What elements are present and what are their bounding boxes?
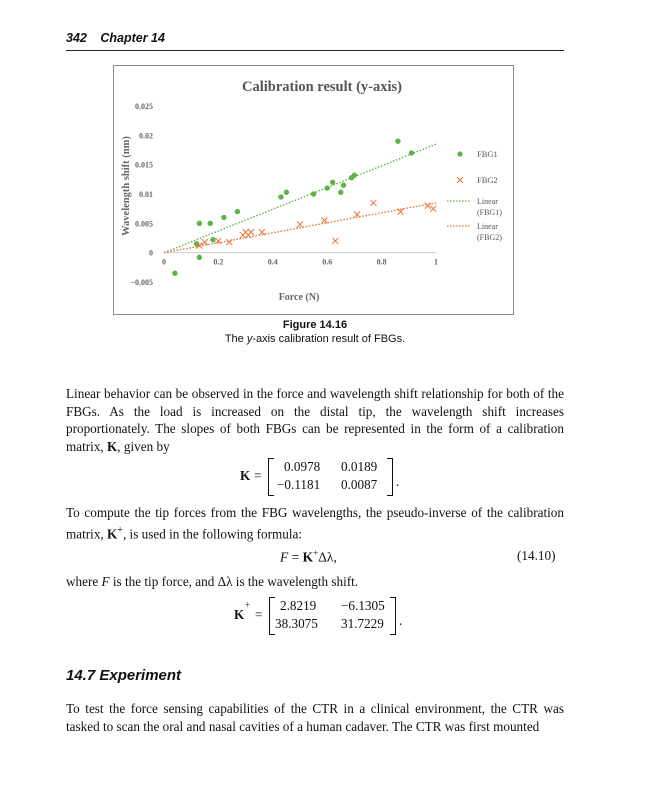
matrix-kplus-eq: = — [255, 607, 263, 622]
equation-14-10 — [280, 548, 337, 566]
x-tick-label: 0.6 — [322, 257, 333, 267]
matrix-k-end: . — [396, 474, 400, 489]
eq-f: F — [280, 549, 289, 565]
data-point-fbg1 — [235, 209, 240, 214]
data-point-fbg1 — [330, 180, 335, 185]
y-tick-label: 0.015 — [135, 160, 153, 170]
paragraph-where — [66, 573, 564, 591]
data-point-fbg1 — [338, 190, 343, 195]
p3-delta-lambda: Δλ — [217, 574, 233, 589]
data-point-fbg1 — [311, 191, 316, 196]
p3-text-a: where — [66, 574, 102, 589]
data-point-fbg2 — [430, 206, 436, 212]
legend-fbg2-marker — [457, 177, 463, 183]
matrix-kplus-r2c1: 38.3075 — [275, 616, 318, 631]
eq-k: K — [302, 549, 314, 565]
data-point-fbg1 — [197, 255, 202, 260]
trendline-fbg1 — [164, 144, 436, 253]
p3-text-c: is the wavelength shift. — [232, 574, 359, 589]
section-heading: 14.7 Experiment — [66, 667, 182, 684]
data-point-fbg1 — [395, 139, 400, 144]
data-point-fbg1 — [409, 150, 414, 155]
matrix-kplus-lhs: K — [234, 607, 245, 622]
caption-suffix: -axis calibration result of FBGs. — [252, 333, 406, 345]
data-point-fbg2 — [202, 239, 208, 245]
x-tick-label: 0.8 — [376, 257, 387, 267]
y-tick-label: −0.005 — [130, 278, 153, 287]
data-point-fbg2 — [226, 239, 232, 245]
paragraph-experiment: To test the force sensing capabilities of the CTR in a clinical environment, the CTR was tasked to scan the oral and nasal cavities of a human cadaver. The CTR was first mounted — [66, 701, 564, 734]
y-tick-label: 0.005 — [135, 219, 153, 229]
paragraph-linear-behavior — [66, 385, 564, 455]
running-header — [66, 31, 564, 51]
matrix-k-lhs: K — [240, 468, 251, 483]
p1-text-a: Linear behavior can be observed in the force and wavelength shift relationship for both of the FBGs. As the load is increased on the distal tip, the wavelength shift increases proportionately. The slopes of both FBGs can be represented in the form of a calibration matrix, — [66, 386, 564, 454]
page-number: 342 — [66, 31, 87, 45]
trendline-fbg2 — [164, 203, 436, 253]
p2-sup-plus: + — [117, 524, 123, 536]
data-point-fbg2 — [321, 217, 327, 223]
chapter-title: Chapter 14 — [100, 31, 165, 45]
data-point-fbg2 — [370, 200, 376, 206]
matrix-kplus-r2c2: 31.7229 — [341, 616, 384, 631]
matrix-k-r2c2: 0.0087 — [341, 477, 378, 492]
calibration-chart — [114, 66, 513, 314]
matrix-k-r2c1: −0.1181 — [277, 477, 321, 492]
matrix-kplus-end: . — [399, 613, 403, 628]
p2-text-a: To compute the tip forces from the FBG wavelengths, the pseudo-inverse of the calibration matrix, — [66, 505, 564, 541]
header-rule — [66, 50, 564, 51]
legend-fbg1-label: FBG1 — [477, 149, 498, 159]
x-tick-label: 0 — [162, 257, 166, 267]
y-tick-label: 0.02 — [139, 131, 153, 141]
data-point-fbg1 — [210, 237, 215, 242]
matrix-kplus-sup: + — [245, 600, 251, 610]
x-axis-label: Force (N) — [278, 292, 320, 303]
legend-linear-fbg1-line2: (FBG1) — [477, 208, 502, 217]
legend-linear-fbg1-line1: Linear — [477, 197, 498, 206]
p1-bold-k: K — [107, 438, 118, 454]
legend-linear-fbg2-line2: (FBG2) — [477, 233, 502, 242]
legend-fbg2-label: FBG2 — [477, 175, 498, 185]
eq-sup-plus: + — [313, 548, 319, 558]
data-point-fbg2 — [332, 238, 338, 244]
x-tick-label: 0.2 — [213, 257, 224, 267]
legend-linear-fbg2-line1: Linear — [477, 222, 498, 231]
chart-title: Calibration result (y-axis) — [241, 79, 403, 95]
matrix-k-eq: = — [254, 468, 262, 483]
p1-text-b: , given by — [117, 438, 170, 454]
matrix-kplus — [234, 597, 414, 637]
figure-caption — [66, 333, 564, 345]
paragraph-pseudo-inverse — [66, 504, 564, 543]
matrix-kplus-r1c1: 2.8219 — [280, 598, 317, 613]
x-tick-label: 1 — [434, 257, 438, 267]
matrix-k — [240, 458, 410, 498]
data-point-fbg1 — [278, 194, 283, 199]
p3-italic-f: F — [101, 574, 110, 589]
eq-equals: = — [288, 549, 303, 565]
data-point-fbg2 — [248, 229, 254, 235]
matrix-k-left-bracket — [268, 458, 274, 496]
x-tick-label: 0.4 — [267, 257, 278, 267]
y-tick-label: 0.01 — [139, 190, 153, 199]
data-point-fbg2 — [297, 222, 303, 228]
eq-delta-lambda: Δλ, — [318, 549, 337, 565]
caption-italic: y — [246, 333, 253, 345]
matrix-k-r1c2: 0.0189 — [341, 459, 378, 474]
data-point-fbg1 — [325, 185, 330, 190]
p2-text-b: , is used in the following formula: — [122, 525, 303, 541]
y-tick-label: 0 — [149, 248, 153, 258]
data-point-fbg1 — [352, 173, 357, 178]
data-point-fbg1 — [208, 221, 213, 226]
legend-fbg1-marker — [457, 151, 462, 156]
matrix-kplus-right-bracket — [390, 597, 396, 635]
data-point-fbg1 — [221, 215, 226, 220]
equation-number: (14.10) — [517, 548, 556, 563]
caption-prefix: The — [224, 333, 247, 345]
data-point-fbg1 — [341, 183, 346, 188]
data-point-fbg2 — [425, 203, 431, 209]
figure-label: Figure 14.16 — [282, 319, 348, 331]
data-point-fbg1 — [172, 271, 177, 276]
data-point-fbg1 — [284, 190, 289, 195]
chart-legend — [447, 149, 502, 242]
p3-text-b: is the tip force, and — [109, 574, 218, 589]
matrix-k-right-bracket — [387, 458, 393, 496]
y-tick-label: 0.025 — [135, 102, 153, 111]
data-point-fbg1 — [197, 221, 202, 226]
y-axis-label: Wavelength shift (nm) — [121, 136, 132, 236]
p2-bold-k: K — [107, 525, 118, 541]
figure-frame — [113, 65, 514, 315]
matrix-kplus-r1c2: −6.1305 — [341, 598, 385, 613]
matrix-k-r1c1: 0.0978 — [284, 459, 321, 474]
